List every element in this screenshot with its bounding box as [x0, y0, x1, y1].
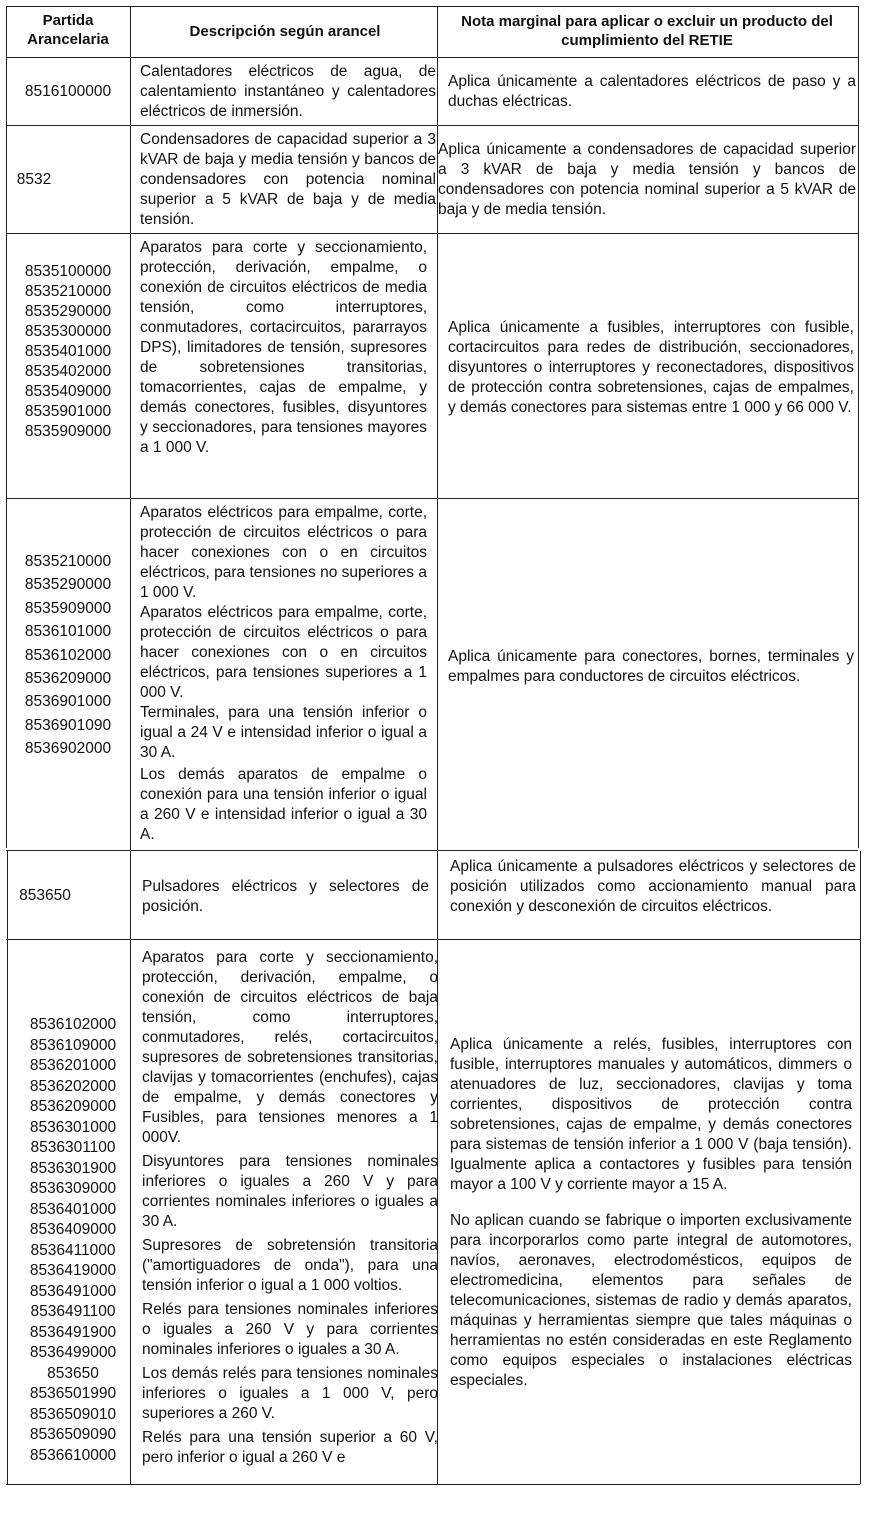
row-6-description-text-4: Relés para tensiones nominales inferiores o iguales a 260 V y para corrientes nominales inferiores o iguales a 30 A. — [142, 1301, 438, 1358]
row-4-note-text: Aplica únicamente para conectores, bornes, terminales y empalmes para conductores de circuitos eléctricos. — [448, 648, 854, 685]
rule-row-1-bottom — [6, 125, 858, 126]
row-6-description-text-3: Supresores de sobretensión transitoria ("amortiguadores de onda"), para una tensión inferior o igual a 1 000 voltios. — [142, 1237, 438, 1294]
row-3-note-text: Aplica únicamente a fusibles, interruptores con fusible, cortacircuitos para redes de distribución, seccionadores, disyuntores o interruptores y reconectadores, dispositivos de protección contra sobretensiones, cajas de empalmes, y demás conectores para sistemas entre 1 000 y 66 000 V. — [448, 319, 854, 416]
row-1-note — [448, 72, 856, 112]
rule-right — [858, 6, 859, 848]
row-5-note — [450, 857, 856, 917]
rule-left-lower — [7, 851, 8, 1484]
header-nota: Nota marginal para aplicar o excluir un producto del cumplimiento del RETIE — [461, 13, 833, 49]
row-5-codes: 853650 — [19, 887, 71, 904]
rule-row-2-bottom — [6, 233, 858, 234]
row-4-description-text-2: Aparatos eléctricos para empalme, corte, protección de circuitos eléctricos o para hacer conexiones con o en circuitos eléctricos, para tensiones superiores a 1 000 V. — [140, 604, 427, 701]
row-6-description — [142, 948, 438, 1480]
row-1-note-text: Aplica únicamente a calentadores eléctricos de paso y a duchas eléctricas. — [448, 73, 856, 110]
row-5-note-text: Aplica únicamente a pulsadores eléctricos y selectores de posición utilizados como accionamiento manual para conexión y desconexión de circuitos eléctricos. — [450, 858, 856, 915]
rule-top — [6, 6, 858, 7]
row-4-description-text-3: Terminales, para una tensión inferior o igual a 24 V e intensidad inferior o igual a 30 A. — [140, 704, 427, 761]
row-2-description — [140, 130, 436, 230]
rule-right-lower — [860, 851, 861, 1484]
row-3-description — [140, 238, 427, 458]
rule-left — [6, 6, 7, 848]
rule-col-2 — [437, 6, 438, 1484]
row-6-note-text-2: No aplican cuando se fabrique o importen exclusivamente para incorporarlos como parte integral de automotores, navíos, aeronaves, electrodomésticos, equipos de electromedicina, elementos para señales de telecomunicaciones, sistemas de radio y demás aparatos, máquinas y herramientas siempre que tales máquinas o herramientas no estén consideradas en este Reglamento como equipos especiales o instalaciones eléctricas especiales. — [450, 1212, 852, 1389]
row-6-description-text-5: Los demás relés para tensiones nominales inferiores o iguales a 1 000 V, pero superiores a 260 V. — [142, 1365, 438, 1422]
row-5-description — [142, 877, 429, 917]
row-1-description-text: Calentadores eléctricos de agua, de calentamiento instantáneo y calentadores eléctricos de inmersión. — [140, 63, 436, 120]
header-descripcion: Descripción según arancel — [189, 23, 381, 40]
row-2-codes: 8532 — [16, 171, 52, 188]
row-4-note — [448, 647, 854, 687]
row-4-description-text-4: Los demás aparatos de empalme o conexión para una tensión inferior o igual a 260 V e intensidad inferior o igual a 30 A. — [140, 766, 427, 843]
row-6-note-text-1: Aplica únicamente a relés, fusibles, interruptores con fusible, interruptores manuales y automáticos, dimmers o atenuadores de luz, seccionadores, clavijas y toma corrientes, dispositivos de protección contra sobretensiones, cajas de empalme, y demás conectores para sistemas de tensión inferior a 1 000 V (baja tensión). Igualmente aplica a contactores y fusibles para tensión mayor a 100 V y corriente mayor a 15 A. — [450, 1036, 852, 1193]
row-4-codes: 8535210000 8535290000 8535909000 8536101000 8536102000 8536209000 8536901000 8536901090 8536902000 — [24, 553, 112, 758]
row-3-description-text: Aparatos para corte y seccionamiento, protección, derivación, empalme, o conexión de circuitos eléctricos de media tensión, como interruptores, conmutadores, cortacircuitos, pararrayos DPS), limitadores de tensión, supresores de sobretensiones transitorias, tomacorrientes, cajas de empalme, y demás conectores, fusibles, disyuntores y seccionadores, para tensiones mayores a 1 000 V. — [140, 239, 427, 456]
rule-row-4-bottom — [6, 850, 858, 851]
row-6-description-text-2: Disyuntores para tensiones nominales inferiores o iguales a 260 V y para corrientes nominales inferiores o iguales a 30 A. — [142, 1153, 438, 1230]
rule-header-bottom — [6, 57, 858, 58]
rule-col-1 — [130, 6, 131, 1484]
rule-row-3-bottom — [6, 498, 858, 499]
row-2-note — [438, 140, 856, 220]
row-3-codes: 8535100000 8535210000 8535290000 8535300000 8535401000 8535402000 8535409000 8535901000 8535909000 — [24, 263, 112, 440]
rule-row-5-bottom — [6, 939, 860, 940]
row-6-description-text-6: Relés para una tensión superior a 60 V, pero inferior o igual a 260 V e — [142, 1429, 438, 1466]
row-3-note — [448, 318, 854, 418]
row-2-description-text: Condensadores de capacidad superior a 3 kVAR de baja y media tensión y bancos de condensadores con potencia nominal superior a 5 kVAR de baja y de media tensión. — [140, 131, 436, 228]
row-6-description-text-1: Aparatos para corte y seccionamiento, protección, derivación, empalme, o conexión de circuitos eléctricos de baja tensión, como interruptores, conmutadores, relés, cortacircuitos, supresores de sobretensiones transitorias, clavijas y tomacorrientes (enchufes), cajas de empalme, y demás conectores y Fusibles, para tensiones menores a 1 000V. — [142, 949, 438, 1146]
row-6-note — [450, 1035, 852, 1391]
row-5-description-text: Pulsadores eléctricos y selectores de posición. — [142, 878, 429, 915]
row-6-codes: 8536102000 8536109000 8536201000 8536202000 8536209000 8536301000 8536301100 8536301900 8536309000 8536401000 8536409000 8536411000 8536419000 8536491000 8536491100 8536491900 8536499000 853650 8536501990 8536509010 8536509090 8536610000 — [29, 1016, 117, 1464]
header-partida: Partida Arancelaria — [27, 12, 109, 48]
row-4-description — [140, 503, 427, 848]
row-1-codes: 8516100000 — [24, 83, 112, 100]
row-4-description-text-1: Aparatos eléctricos para empalme, corte, protección de circuitos eléctricos o para hacer conexiones con o en circuitos eléctricos, para tensiones no superiores a 1 000 V. — [140, 504, 427, 601]
row-1-description — [140, 62, 436, 122]
row-2-note-text: Aplica únicamente a condensadores de capacidad superior a 3 kVAR de baja y media tensión y bancos de condensadores con potencia nominal superior a 5 kVAR de baja y de media tensión. — [438, 141, 856, 218]
rule-bottom — [6, 1484, 860, 1485]
